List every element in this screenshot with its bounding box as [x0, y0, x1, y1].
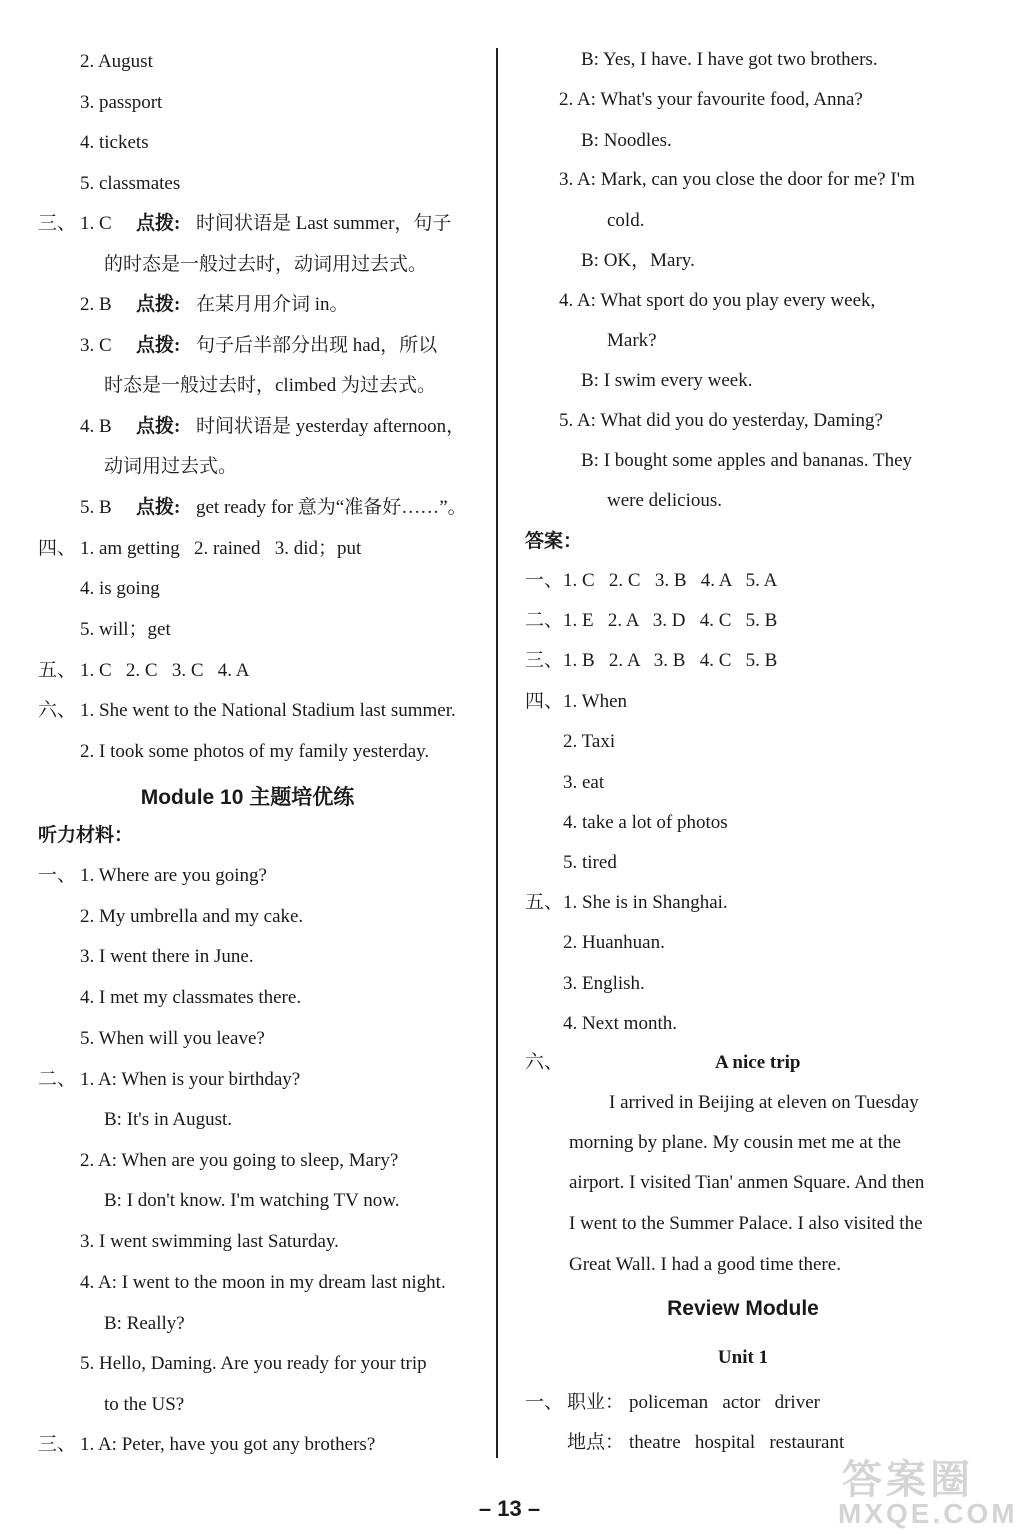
answer-line: 5. B	[80, 497, 112, 518]
watermark-logo: 答案圈	[842, 1458, 974, 1502]
section-marker: 四、	[525, 691, 564, 712]
hint-text: 的时态是一般过去时，动词用过去式。	[104, 254, 428, 275]
essay-line: Great Wall. I had a good time there.	[569, 1254, 841, 1275]
answer-line: 1. When	[563, 691, 628, 712]
section-marker: 四、	[38, 538, 77, 559]
hint-text: 在某月用介词 in。	[196, 294, 349, 315]
answer-line: 5. tired	[563, 852, 617, 873]
answer-line: 1. C 2. C 3. C 4. A	[80, 660, 250, 681]
section-marker: 三、	[38, 213, 77, 234]
listening-line: 5. A: What did you do yesterday, Daming?	[559, 410, 883, 431]
hint-text: get ready for 意为“准备好……”。	[196, 497, 467, 518]
listening-line: 5. Hello, Daming. Are you ready for your trip	[80, 1353, 427, 1374]
section-marker: 五、	[525, 892, 564, 913]
answer-line: 4. take a lot of photos	[563, 812, 728, 833]
answers-label: 答案：	[525, 531, 583, 552]
section-marker: 六、	[38, 700, 77, 721]
unit-title: Unit 1	[717, 1347, 769, 1368]
answer-line: 2. I took some photos of my family yesterday.	[80, 741, 430, 762]
hint-text: 时间状语是 Last summer，句子	[196, 213, 452, 234]
section-marker: 六、	[525, 1052, 564, 1073]
section-marker: 三、	[525, 650, 564, 671]
category-label: 职业：	[567, 1392, 625, 1413]
answer-line: 3. English.	[563, 973, 645, 994]
section-marker: 二、	[525, 610, 564, 631]
answer-line: 4. tickets	[80, 132, 149, 153]
answer-line: 4. Next month.	[563, 1013, 677, 1034]
answer-line: 1. C	[80, 213, 112, 234]
section-marker: 一、	[525, 1392, 564, 1413]
category-label: 地点：	[567, 1432, 625, 1453]
section-marker: 一、	[38, 865, 77, 886]
listening-line: were delicious.	[607, 490, 723, 511]
watermark	[836, 1448, 1016, 1534]
section-marker: 三、	[38, 1434, 77, 1455]
answer-line: 1. She went to the National Stadium last summer.	[80, 700, 456, 721]
listening-line: 5. When will you leave?	[80, 1028, 265, 1049]
section-marker: 二、	[38, 1069, 77, 1090]
listening-line: 2. A: When are you going to sleep, Mary?	[80, 1150, 399, 1171]
answer-line: 3. eat	[563, 772, 605, 793]
listening-line: B: I don't know. I'm watching TV now.	[104, 1190, 400, 1211]
listening-label: 听力材料：	[38, 825, 134, 846]
module-title: Module 10 主题培优练	[140, 786, 355, 809]
answer-line: 4. is going	[80, 578, 160, 599]
answer-line: 1. am getting 2. rained 3. did；put	[80, 538, 362, 559]
section-marker: 五、	[38, 660, 77, 681]
answer-line: 4. B	[80, 416, 112, 437]
answer-line: 3. passport	[80, 92, 163, 113]
answer-line: 2. Huanhuan.	[563, 932, 665, 953]
answer-line: theatre hospital restaurant	[629, 1432, 845, 1453]
hint-text: 句子后半部分出现 had，所以	[196, 335, 438, 356]
hint-text: 时间状语是 yesterday afternoon，	[196, 416, 466, 437]
hint-label: 点拨:	[136, 416, 181, 437]
answer-line: 2. B	[80, 294, 112, 315]
essay-line: airport. I visited Tian' anmen Square. And then	[569, 1172, 925, 1193]
listening-line: 3. I went swimming last Saturday.	[80, 1231, 339, 1252]
listening-line: 4. I met my classmates there.	[80, 987, 302, 1008]
essay-line: morning by plane. My cousin met me at the	[569, 1132, 901, 1153]
listening-line: B: It's in August.	[104, 1109, 232, 1130]
essay-line: I went to the Summer Palace. I also visited the	[569, 1213, 923, 1234]
answer-line: 5. classmates	[80, 173, 181, 194]
watermark-url: MXQE.COM	[838, 1498, 1018, 1529]
listening-line: 3. A: Mark, can you close the door for me? I'm	[559, 169, 915, 190]
answer-line: 2. Taxi	[563, 731, 616, 752]
listening-line: 1. Where are you going?	[80, 865, 267, 886]
essay-title: A nice trip	[715, 1052, 801, 1073]
answer-line: policeman actor driver	[629, 1392, 820, 1413]
page-number: – 13 –	[478, 1496, 541, 1521]
listening-line: 1. A: When is your birthday?	[80, 1069, 301, 1090]
answer-line: 5. will；get	[80, 619, 171, 640]
listening-line: 2. A: What's your favourite food, Anna?	[559, 89, 863, 110]
listening-line: B: I swim every week.	[581, 370, 753, 391]
listening-line: B: Yes, I have. I have got two brothers.	[581, 49, 878, 70]
listening-line: 4. A: I went to the moon in my dream last night.	[80, 1272, 446, 1293]
answer-line: 1. C 2. C 3. B 4. A 5. A	[563, 570, 778, 591]
listening-line: 3. I went there in June.	[80, 946, 254, 967]
listening-line: 4. A: What sport do you play every week,	[559, 290, 876, 311]
listening-line: B: Noodles.	[581, 130, 672, 151]
answer-line: 3. C	[80, 335, 112, 356]
answer-line: 1. E 2. A 3. D 4. C 5. B	[563, 610, 778, 631]
hint-label: 点拨:	[136, 497, 181, 518]
listening-line: Mark?	[607, 330, 657, 351]
section-marker: 一、	[525, 570, 564, 591]
listening-line: 1. A: Peter, have you got any brothers?	[80, 1434, 376, 1455]
listening-line: B: Really?	[104, 1313, 185, 1334]
answer-line: 2. August	[80, 51, 153, 72]
listening-line: B: I bought some apples and bananas. They	[581, 450, 913, 471]
review-title: Review Module	[667, 1297, 819, 1320]
answer-line: 1. B 2. A 3. B 4. C 5. B	[563, 650, 778, 671]
listening-line: to the US?	[104, 1394, 185, 1415]
answer-line: 1. She is in Shanghai.	[563, 892, 728, 913]
hint-text: 动词用过去式。	[104, 456, 238, 477]
hint-label: 点拨:	[136, 213, 181, 234]
listening-line: B: OK，Mary.	[581, 250, 695, 271]
hint-text: 时态是一般过去时，climbed 为过去式。	[104, 375, 436, 396]
column-divider	[496, 48, 498, 1458]
listening-line: 2. My umbrella and my cake.	[80, 906, 304, 927]
hint-label: 点拨:	[136, 294, 181, 315]
hint-label: 点拨:	[136, 335, 181, 356]
listening-line: cold.	[607, 210, 645, 231]
essay-line: I arrived in Beijing at eleven on Tuesday	[609, 1092, 919, 1113]
